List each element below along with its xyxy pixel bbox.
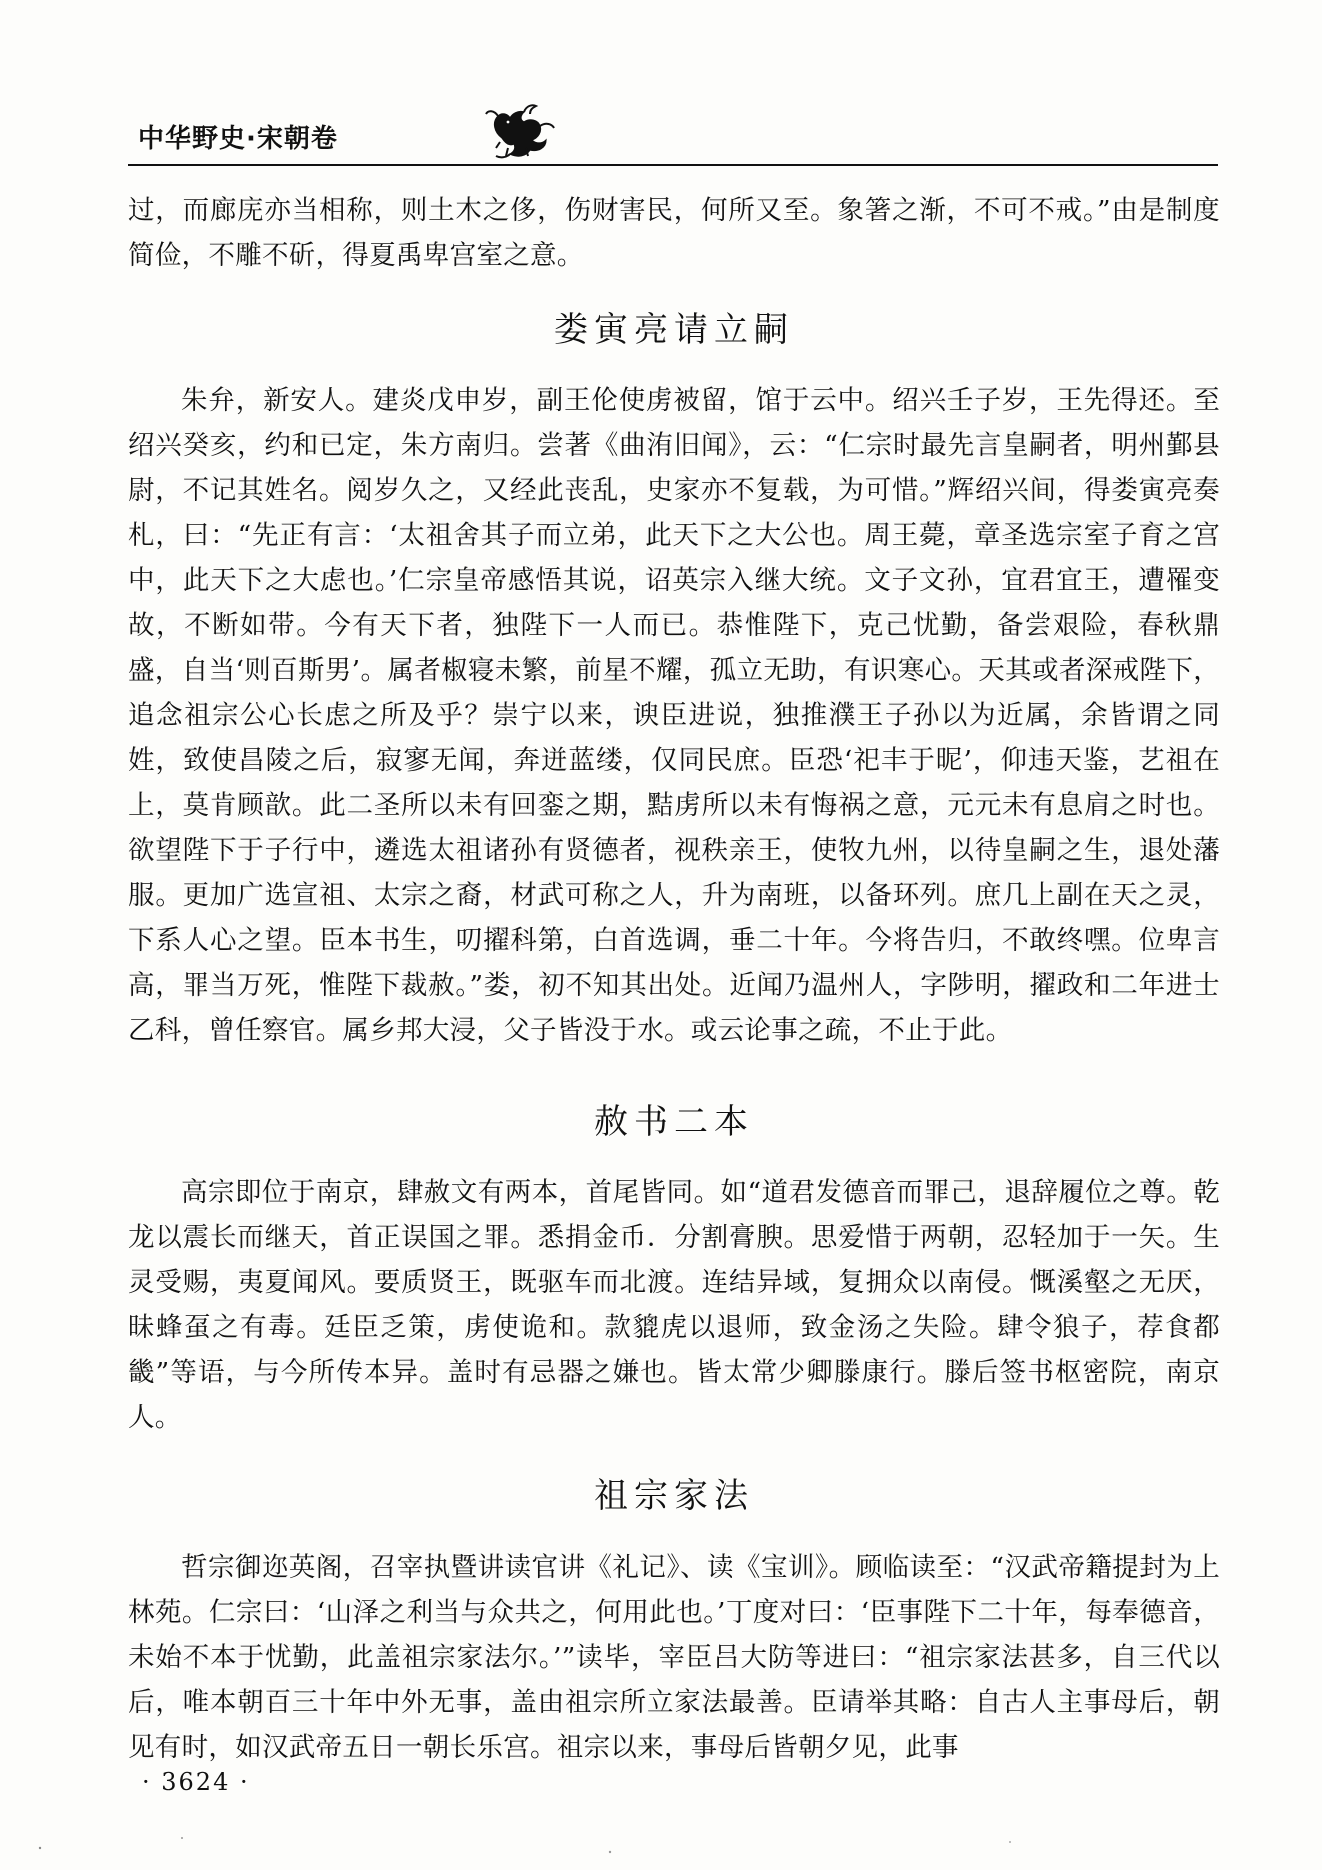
section-body-3 [128,1545,1220,1770]
section-paragraph-3: 哲宗御迩英阁，召宰执暨讲读官讲《礼记》、读《宝训》。顾临读至：“汉武帝籍提封为上林苑。仁宗曰：‘山泽之利当与众共之，何用此也。’丁度对曰：‘臣事陛下二十年，每奉德音，未始不本于忧勤，此盖祖宗家法尔。’”读毕，宰臣吕大防等进曰：“祖宗家法甚多，自三代以后，唯本朝百三十年中外无事，盖由祖宗所立家法最善。臣请举其略：自古人主事母后，朝见有时，如汉武帝五日一朝长乐宫。祖宗以来，事母后皆朝夕见，此事 [128,1552,1220,1763]
section-paragraph-2: 高宗即位于南京，肆赦文有两本，首尾皆同。如“道君发德音而罪己，退辞履位之尊。乾龙以震长而继天，首正误国之罪。悉捐金币．分割膏腴。思爱惜于两朝，忍轻加于一矢。生灵受赐，夷夏闻风。要质贤王，既驱车而北渡。连结异域，复拥众以南侵。慨溪壑之无厌，昧蜂虿之有毒。廷臣乏策，虏使诡和。款貔虎以退师，致金汤之失险。肆令狼子，荐食都畿”等语，与今所传本异。盖时有忌器之嫌也。皆太常少卿滕康行。滕后签书枢密院，南京人。 [128,1177,1220,1433]
scan-specks [0,1830,1322,1870]
section-heading-3: 祖宗家法 [594,1476,754,1516]
section-body-1 [128,378,1220,1053]
continuation-paragraph [128,188,1220,278]
section-heading-1: 娄寅亮请立嗣 [554,310,794,350]
header-rule [128,164,1218,166]
running-header [128,112,1218,168]
page-number: · 3624 · [142,1768,250,1796]
continuation-text: 过，而廊庑亦当相称，则土木之侈，伤财害民，何所又至。象箸之渐，不可不戒。”由是制度简俭，不雕不斫，得夏禹卑宫室之意。 [128,195,1220,271]
section-paragraph-1: 朱弁，新安人。建炎戊申岁，副王伦使虏被留，馆于云中。绍兴壬子岁，王先得还。至绍兴癸亥，约和已定，朱方南归。尝著《曲洧旧闻》，云：“仁宗时最先言皇嗣者，明州鄞县尉，不记其姓名。阅岁久之，又经此丧乱，史家亦不复载，为可惜。”辉绍兴间，得娄寅亮奏札，曰：“先正有言：‘太祖舍其子而立弟，此天下之大公也。周王薨，章圣选宗室子育之宫中，此天下之大虑也。’仁宗皇帝感悟其说，诏英宗入继大统。文子文孙，宜君宜王，遭罹变故，不断如带。今有天下者，独陛下一人而已。恭惟陛下，克己忧勤，备尝艰险，春秋鼎盛，自当‘则百斯男’。属者椒寝未繁，前星不耀，孤立无助，有识寒心。天其或者深戒陛下，追念祖宗公心长虑之所及乎？崇宁以来，谀臣进说，独推濮王子孙以为近属，余皆谓之同姓，致使昌陵之后，寂寥无闻，奔迸蓝缕，仅同民庶。臣恐‘祀丰于昵’，仰违天鉴，艺祖在上，莫肯顾歆。此二圣所以未有回銮之期，黠虏所以未有悔祸之意，元元未有息肩之时也。欲望陛下于子行中，遴选太祖诸孙有贤德者，视秩亲王，使牧九州，以待皇嗣之生，退处藩服。更加广选宣祖、太宗之裔，材武可称之人，升为南班，以备环列。庶几上副在天之灵，下系人心之望。臣本书生，叨擢科第，白首选调，垂二十年。今将告归，不敢终嘿。位卑言高，罪当万死，惟陛下裁赦。”娄，初不知其出处。近闻乃温州人，字陟明，擢政和二年进士乙科，曾任察官。属乡邦大浸，父子皆没于水。或云论事之疏，不止于此。 [128,385,1220,1046]
dragon-emblem-icon [480,98,560,162]
book-title: 中华野史·宋朝卷 [138,124,338,154]
section-body-2 [128,1170,1220,1440]
section-heading-2: 赦书二本 [594,1102,754,1142]
